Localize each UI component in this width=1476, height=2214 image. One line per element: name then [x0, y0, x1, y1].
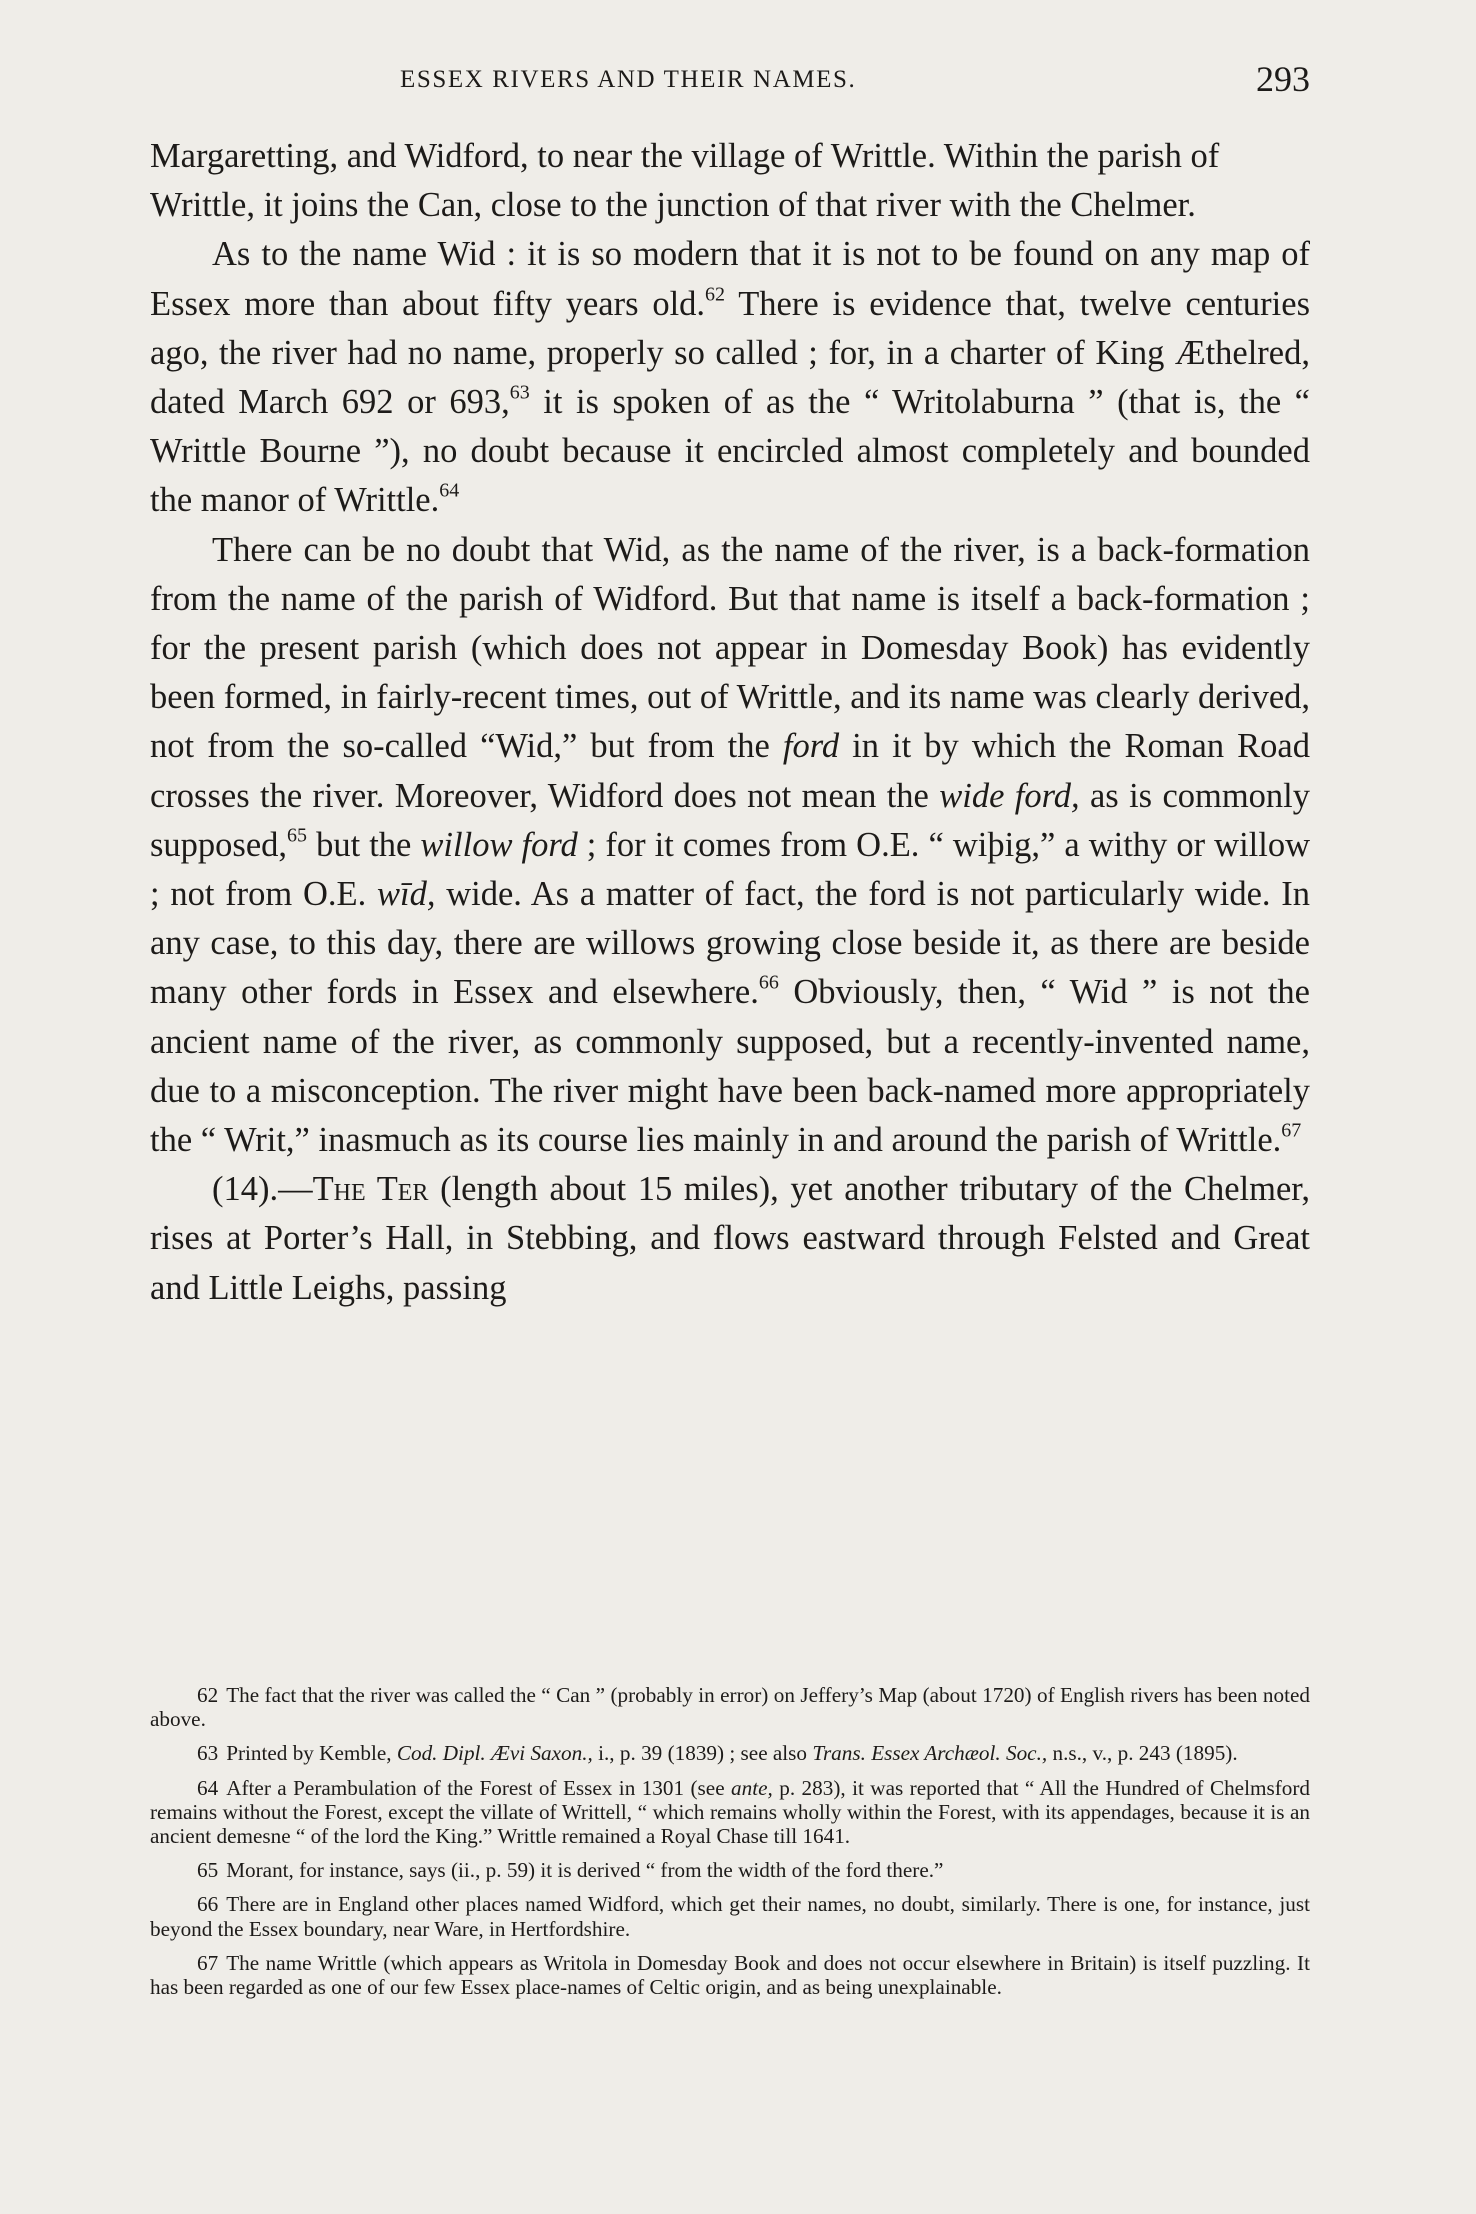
footnote-text: The fact that the river was called the “ Can ” (probably in error) on Jeffery’s Map (about 1720) of English rivers has been noted above. [150, 1683, 1310, 1732]
paragraph-2 [150, 230, 1310, 525]
footnote-64 [150, 1776, 1310, 1849]
italic-term: ford [782, 727, 840, 766]
footnotes [150, 1683, 1310, 2009]
page-number: 293 [1256, 59, 1310, 99]
running-head [150, 58, 1310, 106]
paragraph-3-text: in it by which the Roman Road crosses the river. Moreover, Widford does not mean the [150, 727, 1310, 815]
river-heading: The Ter [312, 1170, 429, 1209]
paragraph-2-text: There is evidence that, twelve centuries ago, the river had no name, properly so called ; for, in a charter of King Æthelred, dated March 692 or 693, [150, 284, 1310, 422]
footnote-ref-63: 63 [509, 381, 530, 404]
footnote-ref-67: 67 [1281, 1119, 1302, 1142]
paragraph-3-text: Obviously, then, “ Wid ” is not the ancient name of the river, as commonly supposed, but a recently-invented name, due to a misconception. The river might have been back-named more appropriately the “ Writ,” inasmuch as its course lies mainly in and around the parish of Writtle. [150, 973, 1310, 1160]
footnote-number: 64 [197, 1775, 219, 1800]
footnote-number: 63 [197, 1741, 219, 1766]
footnote-65 [150, 1858, 1310, 1882]
footnote-ref-62: 62 [705, 283, 726, 306]
footnote-text: There are in England other places named Widford, which get their names, no doubt, similarly. There is one, for instance, just beyond the Essex boundary, near Ware, in Hertfordshire. [150, 1892, 1310, 1941]
footnote-number: 67 [197, 1950, 219, 1975]
footnote-text: n.s., v., p. 243 (1895). [1047, 1741, 1238, 1766]
footnote-text: After a Perambulation of the Forest of Essex in 1301 (see [226, 1775, 732, 1800]
italic-term: wide ford, [939, 776, 1080, 815]
paragraph-3-text: ; for it comes from O.E. “ wiþig,” a withy or willow ; not from O.E. [150, 825, 1311, 914]
paragraph-3 [150, 526, 1310, 1166]
footnote-text: i., p. 39 (1839) ; see also [592, 1741, 813, 1766]
italic-term: willow ford [420, 825, 578, 864]
body-text [150, 132, 1310, 1313]
paragraph-2-text: it is spoken of as the “ Writolaburna ” (that is, the “ Writtle Bourne ”), no doubt because it encircled almost completely and bounded the manor of Writtle. [150, 383, 1310, 520]
paragraph-3-text: There can be no doubt that Wid, as the name of the river, is a back-formation from the name of the parish of Widford. But that name is itself a back-formation ; for the present parish (which does not appear in Domesday Book) has evidently been formed, in fairly-recent times, out of Writtle, and its name was clearly derived, not from the so-called “Wid,” but from the [150, 530, 1311, 766]
footnote-text: p. 283), it was reported that “ All the Hundred of Chelmsford remains without the Forest, except the villate of Writtell, “ which remains wholly within the Forest, with its appendages, because it is an ancient demesne “ of the lord the King.” Writtle remained a Royal Chase till 1641. [150, 1775, 1310, 1849]
footnote-ref-64: 64 [439, 480, 460, 503]
paragraph-1-text: Margaretting, and Widford, to near the village of Writtle. Within the parish of Writtle, it joins the Can, close to the junction of that river with the Chelmer. [150, 137, 1220, 225]
paragraph-4-text: (14).— [212, 1170, 313, 1209]
paragraph-4 [150, 1165, 1310, 1313]
footnote-number: 66 [197, 1892, 219, 1917]
footnote-text: Printed by Kemble, [226, 1741, 397, 1766]
footnote-66 [150, 1892, 1310, 1940]
paragraph-4-text: (length about 15 miles), yet another tributary of the Chelmer, rises at Porter’s Hall, in Stebbing, and flows eastward through Felsted and Great and Little Leighs, passing [150, 1170, 1310, 1307]
footnote-citation: Cod. Dipl. Ævi Saxon., [396, 1741, 593, 1766]
footnote-citation: Trans. Essex Archæol. Soc., [812, 1741, 1048, 1766]
paragraph-2-text: As to the name Wid : it is so modern that it is not to be found on any map of Essex more than about fifty years old. [150, 235, 1310, 323]
footnote-ref-65: 65 [287, 824, 308, 847]
footnote-text: The name Writtle (which appears as Writola in Domesday Book and does not occur elsewhere in Britain) is itself puzzling. It has been regarded as one of our few Essex place-names of Celtic origin, and as being unexplainable. [150, 1950, 1310, 2000]
running-title: ESSEX RIVERS AND THEIR NAMES. [400, 66, 857, 93]
footnote-number: 62 [197, 1683, 219, 1707]
footnote-67 [150, 1951, 1310, 1999]
footnote-ref-66: 66 [758, 972, 779, 995]
footnote-63 [150, 1741, 1310, 1765]
paragraph-1 [150, 132, 1310, 230]
paragraph-3-text: as is commonly supposed, [150, 776, 1311, 864]
paragraph-3-text: wide. As a matter of fact, the ford is not particularly wide. In any case, to this day, there are willows growing close beside it, as there are beside many other fords in Essex and elsewhere. [150, 875, 1310, 1012]
paragraph-3-text: but the [307, 825, 421, 864]
footnote-citation: ante, [731, 1775, 773, 1800]
italic-term: wīd, [376, 875, 436, 914]
footnote-62 [150, 1683, 1310, 1731]
footnote-number: 65 [197, 1858, 219, 1883]
footnote-text: Morant, for instance, says (ii., p. 59) it is derived “ from the width of the ford there.” [226, 1858, 944, 1883]
